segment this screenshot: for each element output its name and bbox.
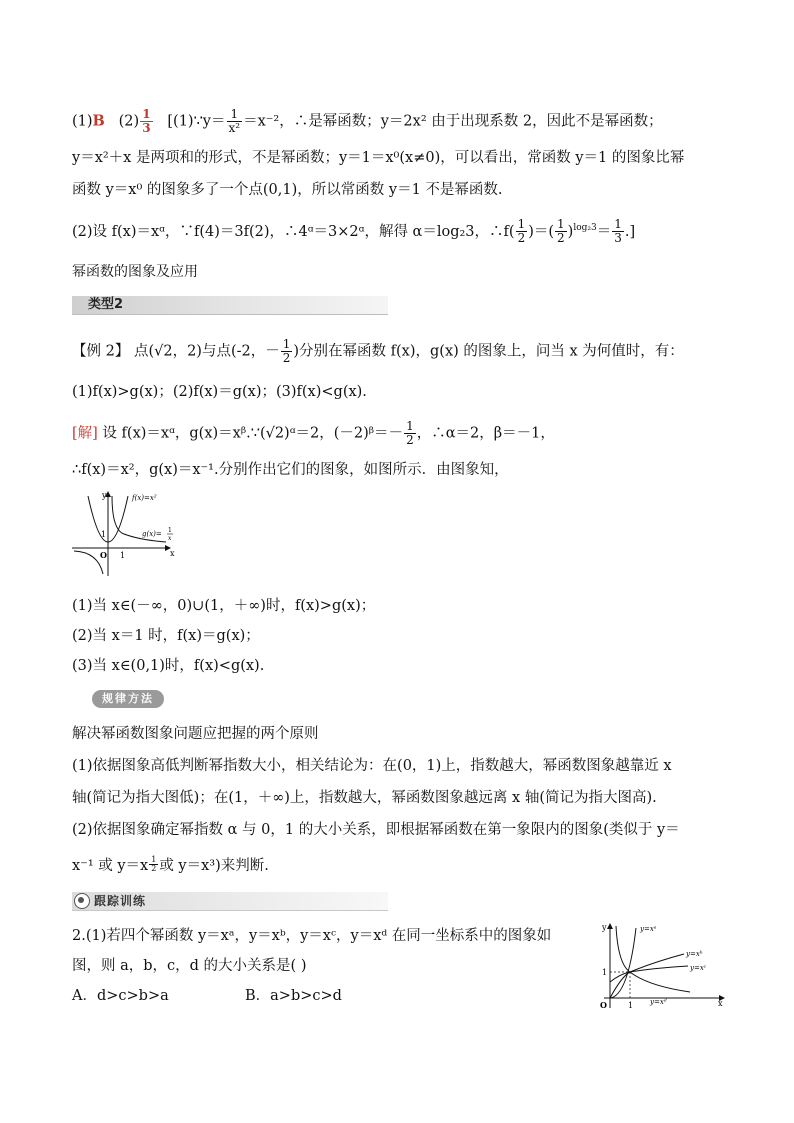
type-banner [72,296,388,315]
result-3: (3)当 x∈(0,1)时，f(x)<g(x). [72,658,265,674]
graph1-y-label: y [102,491,107,500]
graph2-y-label: y [602,923,607,932]
result-1: (1)当 x∈(－∞，0)∪(1，＋∞)时，f(x)>g(x)； [72,598,376,614]
graph1-g-label: g(x)= [142,530,162,538]
graph1-g-den: x [168,535,172,542]
graph2-label-c: y=xᶜ [690,964,707,972]
curve-g-left [74,551,103,574]
graph1-g-num: 1 [168,527,172,534]
result-2: (2)当 x＝1 时，f(x)＝g(x)； [72,628,260,644]
answer-part2-label: (2) [118,113,140,130]
section-title: 幂函数的图象及应用 [72,264,198,280]
graph2-one-x: 1 [628,1001,634,1010]
power-function-graph-1 [70,488,190,578]
example-line: 【例 2】 点(√2，2)与点(-2，－ $\frac{1}{2}$ )分别在幂函数 f(x)，g(x) 的图象上，问当 x 为何值时，有： [72,337,684,365]
answer-fraction: $\frac{1}{3}$ [142,107,151,135]
method-line-2: 轴(简记为指大图低)；在(1，＋∞)上，指数越大，幂函数图象越远离 x 轴(简记为指大图高). [72,790,657,806]
method-badge: 规律方法 [92,690,164,708]
power-function-graph-2 [594,920,730,1012]
ring-icon [74,893,90,909]
solution-line-2: ∴f(x)＝x²，g(x)＝x⁻¹.分别作出它们的图象，如图所示．由图象知， [72,462,509,478]
tracking-training-banner [72,892,388,911]
graph1-one-y: 1 [101,530,107,539]
curve-b [610,954,684,998]
graph2-x-label: x [718,999,723,1008]
answer-line-1 [72,108,663,135]
curve-d [616,926,690,992]
graph2-origin: O [600,1000,607,1010]
method-line-3: (2)依据图象确定幂指数 α 与 0，1 的大小关系，即根据幂函数在第一象限内的图象(类似于 y＝ [72,822,680,838]
example-questions: (1)f(x)>g(x)；(2)f(x)＝g(x)；(3)f(x)<g(x). [72,384,367,400]
graph2-label-a: y=xᵃ [640,925,657,933]
answer-bracket-text: [(1)∵y＝ [167,113,226,130]
answer-inline-fraction: $\frac{1}{\text{x²}}$ [228,107,241,135]
graph2-label-b: y=xᵇ [686,950,703,958]
graph1-x-label: x [170,549,175,558]
method-line-1: (1)依据图象高低判断幂指数大小，相关结论为：在(0，1)上，指数越大，幂函数图象越靠近 x [72,758,672,774]
answer-label: (1) [72,113,93,130]
graph1-f-label: f(x)=x² [132,494,157,502]
graph2-label-d: y=xᵈ [650,998,667,1006]
method-line-4: x⁻¹ 或 y＝x $\frac{1}{2}$ 或 y＝x³)来判断. [72,855,269,874]
answer-letter: B [92,112,105,130]
tracking-training-label: 跟踪训练 [94,894,147,908]
graph1-origin: O [100,550,107,560]
answer-line-3: 函数 y＝x⁰ 的图象多了一个点(0,1)，所以常函数 y＝1 不是幂函数. [72,182,503,198]
option-b[interactable]: B．a>b>c>d [245,988,342,1004]
option-a[interactable]: A．d>c>b>a [72,988,169,1004]
answer-line-4: (2)设 f(x)＝xᵅ，∵f(4)＝3f(2)，∴4ᵅ＝3×2ᵅ，解得 α＝log₂3，∴f( $\frac{1}{2}$ )＝( $\frac{1}{2}$ )$^{log_23}$＝ $\frac{1}{3}$ .] [72,217,636,246]
method-title: 解决幂函数图象问题应把握的两个原则 [72,726,319,742]
question-line-1: 2.(1)若四个幂函数 y＝xᵃ，y＝xᵇ，y＝xᶜ，y＝xᵈ 在同一坐标系中的图象如 [72,928,552,944]
answer-rest-text: ＝x⁻²，∴是幂函数；y＝2x² 由于出现系数 2，因此不是幂函数； [243,113,663,130]
question-line-2: 图，则 a，b，c，d 的大小关系是( ) [72,958,307,974]
graph2-one-y: 1 [602,968,608,977]
graph1-one-x: 1 [120,551,126,560]
type-label: 类型2 [88,297,124,312]
solution-tag: [解] [72,425,98,442]
solution-line-1: [解] 设 f(x)＝xᵅ，g(x)＝xᵝ.∵(√2)ᵅ＝2，(－2)ᵝ＝－ $\frac{1}{2}$ ，∴α＝2，β＝－1， [72,419,555,447]
answer-line-2: y＝x²＋x 是两项和的形式，不是幂函数；y＝1＝x⁰(x≠0)，可以看出，常函数 y＝1 的图象比幂 [72,150,685,166]
